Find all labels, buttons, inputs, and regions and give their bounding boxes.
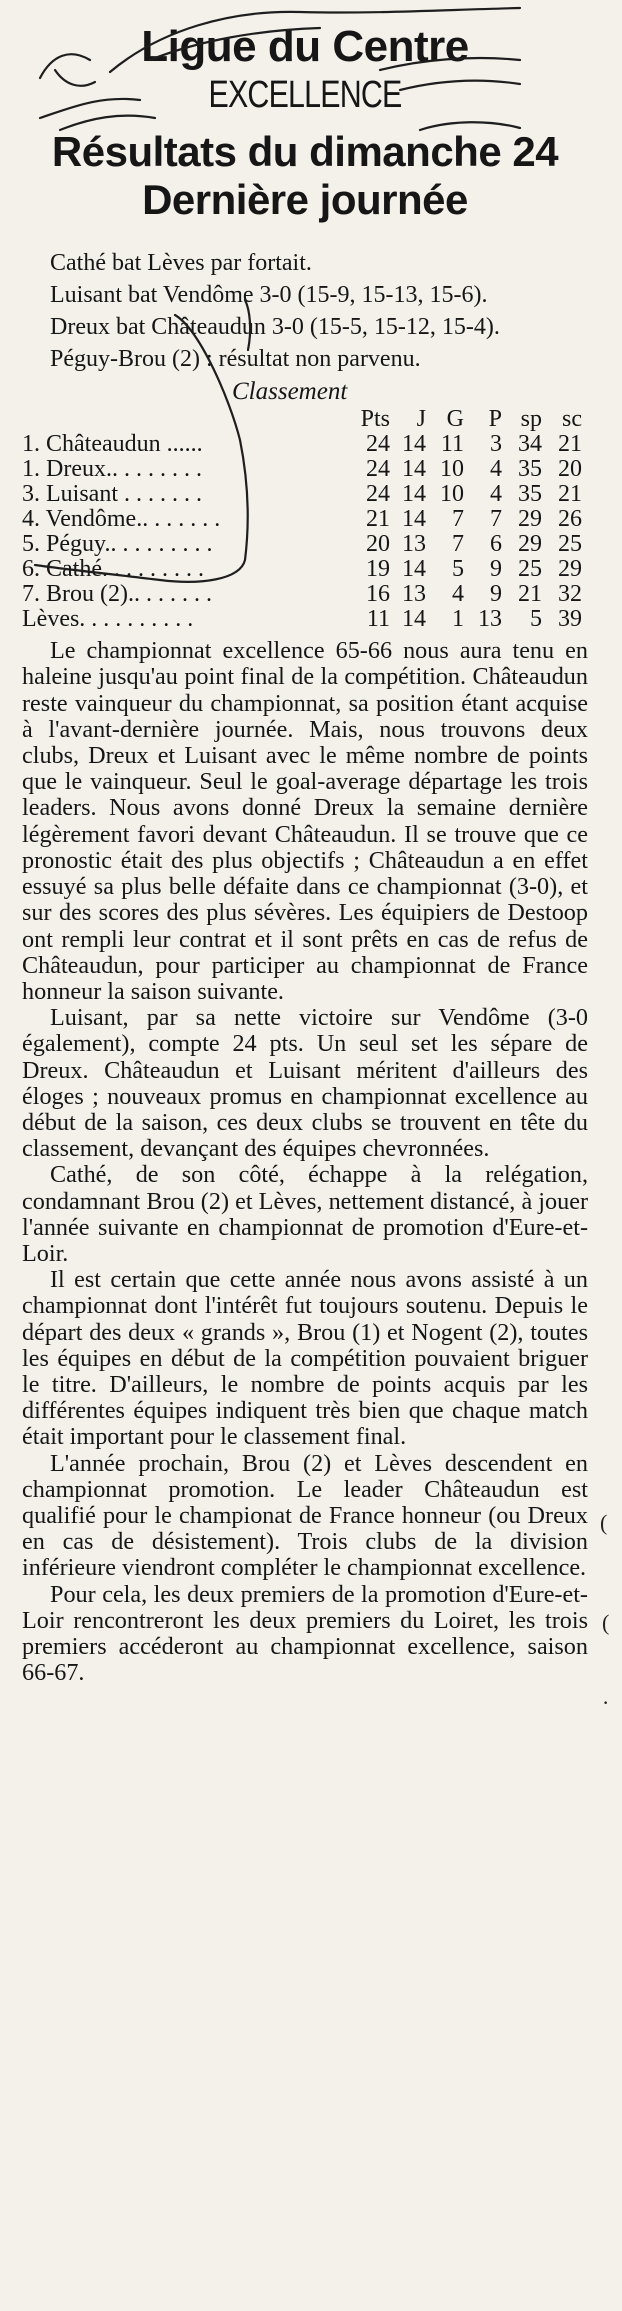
standings-row: [22, 457, 582, 482]
results-heading: Résultats du dimanche 24: [51, 128, 559, 176]
standings-row: [22, 532, 582, 557]
division-heading: EXCELLENCE: [208, 74, 402, 117]
lost-cell: 4: [490, 456, 502, 483]
sets-for-cell: 25: [518, 556, 542, 583]
sets-against-cell: 25: [558, 531, 582, 558]
edge-mark: (: [600, 1510, 608, 1535]
won-cell: 5: [452, 556, 464, 583]
team-name: 1. Dreux.. . . . . . . .: [22, 456, 202, 483]
article-paragraph: Le championnat excellence 65-66 nous aura tenu en haleine jusqu'au point final de la compétition. Châteaudun reste vainqueur du championnat, sa position étant acquise à l'avant-dernière journée. Mais, nous trouvons deux clubs, Dreux et Luisant avec le même nombre de points que le vainqueur. Seul le goal-average départage les trois leaders. Nous avons donné Dreux la semaine dernière légèrement favori devant Châteaudun. Il se trouve que ce pronostic était des plus objectifs ; Châteaudun a en effet essuyé sa plus belle défaite dans ce championnat (3-0), et sur des scores des plus sévères. Les équipiers de Destoop ont rempli leur contrat et il sont prêts en cas de refus de Châteaudun, pour participer au championnat de France honneur la saison suivante.: [22, 637, 588, 1005]
column-header: P: [488, 406, 502, 433]
played-cell: 14: [402, 606, 426, 633]
sets-against-cell: 29: [558, 556, 582, 583]
league-heading: Ligue du Centre: [141, 22, 469, 71]
team-name: 6. Cathé. . . . . . . . .: [22, 556, 204, 583]
lost-cell: 9: [490, 556, 502, 583]
result-line: Péguy-Brou (2) : résultat non parvenu.: [50, 346, 421, 373]
newspaper-clipping: [22, 10, 588, 1686]
team-name: 4. Vendôme.. . . . . . .: [22, 506, 221, 533]
team-name: Lèves. . . . . . . . . .: [22, 606, 194, 633]
lost-cell: 6: [490, 531, 502, 558]
edge-mark: ·: [602, 1690, 610, 1715]
article-paragraph: L'année prochain, Brou (2) et Lèves descendent en championnat promotion. Le leader Châteaudun est qualifié pour le championat de France honneur (ou Dreux en cas de désistement). Trois clubs de la division inférieure viendront compléter le championnat excellence.: [22, 1449, 588, 1582]
sets-against-cell: 26: [558, 506, 582, 533]
sets-for-cell: 21: [518, 581, 542, 608]
result-line: Dreux bat Châteaudun 3-0 (15-5, 15-12, 15-4).: [50, 314, 500, 341]
result-line: Luisant bat Vendôme 3-0 (15-9, 15-13, 15-6).: [50, 282, 488, 309]
sets-against-cell: 21: [558, 431, 582, 458]
article-paragraph: Luisant, par sa nette victoire sur Vendôme (3-0 également), compte 24 pts. Un seul set les sépare de Dreux. Châteaudun et Luisant méritent d'ailleurs des éloges ; nouveaux promus en championnat excellence au début de la saison, ces deux clubs se trouvent en tête du classement, devançant des équipes chevronnées.: [22, 1004, 588, 1163]
sets-against-cell: 32: [558, 581, 582, 608]
lost-cell: 3: [490, 431, 502, 458]
points-cell: 24: [366, 481, 390, 508]
sets-against-cell: 21: [558, 481, 582, 508]
team-name: 5. Péguy.. . . . . . . . .: [22, 531, 213, 558]
sets-for-cell: 5: [530, 606, 542, 633]
article-paragraph: Il est certain que cette année nous avons assisté à un championnat dont l'intérêt fut toujours soutenu. Depuis le départ des deux « grands », Brou (1) et Nogent (2), toutes les équipes en début de la compétition pouvaient briguer le titre. D'ailleurs, le nombre de points acquis par les différentes équipes indiquent très bien que chaque match était important pour le classement final.: [22, 1266, 588, 1451]
sets-for-cell: 35: [518, 456, 542, 483]
won-cell: 4: [452, 581, 464, 608]
standings-row: [22, 432, 582, 457]
standings-row: [22, 482, 582, 507]
column-header: sc: [562, 406, 582, 433]
sets-against-cell: 20: [558, 456, 582, 483]
played-cell: 14: [402, 481, 426, 508]
points-cell: 11: [366, 606, 390, 633]
points-cell: 24: [366, 431, 390, 458]
played-cell: 14: [402, 431, 426, 458]
played-cell: 14: [402, 456, 426, 483]
standings-table: [22, 406, 582, 632]
sets-against-cell: 39: [558, 606, 582, 633]
sets-for-cell: 34: [518, 431, 542, 458]
standings-row: [22, 582, 582, 607]
points-cell: 24: [366, 456, 390, 483]
points-cell: 16: [366, 581, 390, 608]
played-cell: 14: [402, 506, 426, 533]
won-cell: 7: [452, 506, 464, 533]
edge-mark: (: [602, 1610, 610, 1635]
article-body: [22, 638, 588, 1686]
team-name: 1. Châteaudun ......: [22, 431, 203, 458]
lost-cell: 13: [478, 606, 502, 633]
standings-row: [22, 607, 582, 632]
won-cell: 10: [440, 481, 464, 508]
match-results: [22, 250, 588, 373]
points-cell: 20: [366, 531, 390, 558]
points-cell: 19: [366, 556, 390, 583]
standings-row: [22, 507, 582, 532]
column-header: Pts: [360, 406, 390, 433]
points-cell: 21: [366, 506, 390, 533]
sets-for-cell: 29: [518, 531, 542, 558]
team-name: 7. Brou (2).. . . . . . .: [22, 581, 212, 608]
won-cell: 11: [440, 431, 464, 458]
team-name: 3. Luisant . . . . . . .: [22, 481, 202, 508]
sets-for-cell: 35: [518, 481, 542, 508]
column-header: G: [446, 406, 464, 433]
won-cell: 10: [440, 456, 464, 483]
article-paragraph: Pour cela, les deux premiers de la promotion d'Eure-et-Loir rencontreront les deux premiers du Loiret, les trois premiers accéderont au championnat excellence, saison 66-67.: [22, 1580, 588, 1687]
standings-header-row: [22, 406, 582, 432]
lost-cell: 7: [490, 506, 502, 533]
played-cell: 13: [402, 581, 426, 608]
standings-row: [22, 557, 582, 582]
column-header: J: [416, 406, 426, 433]
won-cell: 1: [452, 606, 464, 633]
played-cell: 13: [402, 531, 426, 558]
result-line: Cathé bat Lèves par fortait.: [50, 250, 312, 277]
sets-for-cell: 29: [518, 506, 542, 533]
standings-title: Classement: [232, 378, 348, 406]
round-heading: Dernière journée: [142, 176, 468, 224]
won-cell: 7: [452, 531, 464, 558]
lost-cell: 9: [490, 581, 502, 608]
column-header: sp: [520, 406, 542, 433]
article-paragraph: Cathé, de son côté, échappe à la relégation, condamnant Brou (2) et Lèves, nettement distancé, à jouer l'année suivante en championnat de promotion d'Eure-et-Loir.: [22, 1161, 588, 1267]
lost-cell: 4: [490, 481, 502, 508]
played-cell: 14: [402, 556, 426, 583]
